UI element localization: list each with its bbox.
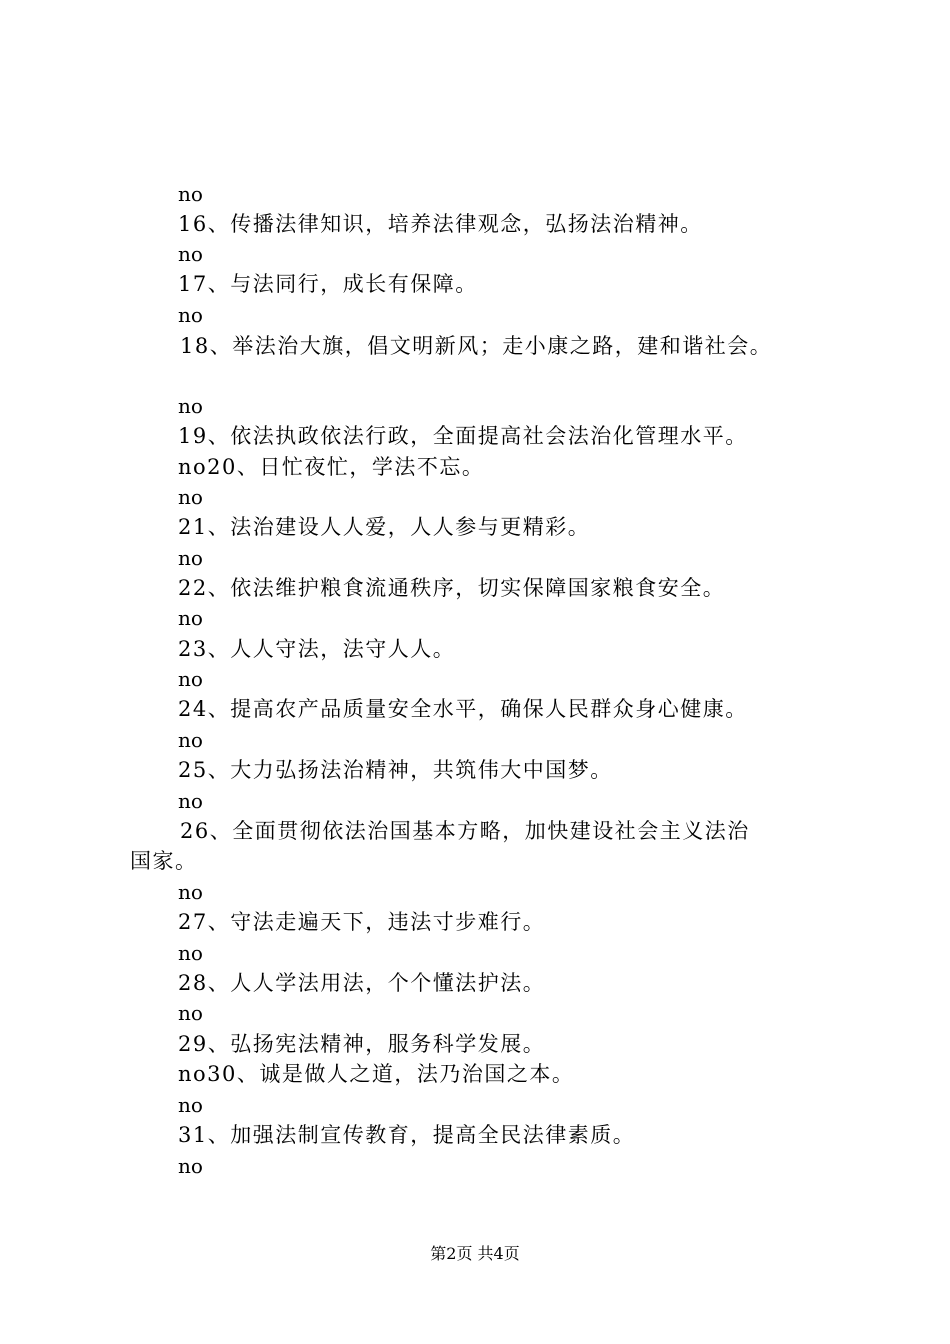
text-line: 29、弘扬宪法精神，服务科学发展。 (178, 1032, 546, 1056)
text-line: no (178, 394, 203, 418)
text-line: 17、与法同行，成长有保障。 (178, 272, 478, 296)
text-line: 24、提高农产品质量安全水平，确保人民群众身心健康。 (178, 697, 748, 721)
text-line: 28、人人学法用法，个个懂法护法。 (178, 971, 546, 995)
text-line: 21、法治建设人人爱，人人参与更精彩。 (178, 515, 591, 539)
text-line: no (178, 606, 203, 630)
text-line: 18、举法治大旗，倡文明新风；走小康之路，建和谐社会。 (180, 334, 773, 358)
text-line: no (178, 667, 203, 691)
text-line: no (178, 1001, 203, 1025)
text-line: 19、依法执政依法行政，全面提高社会法治化管理水平。 (178, 424, 748, 448)
text-line: 22、依法维护粮食流通秩序，切实保障国家粮食安全。 (178, 576, 726, 600)
text-line: 16、传播法律知识，培养法律观念，弘扬法治精神。 (178, 212, 703, 236)
text-line: 25、大力弘扬法治精神，共筑伟大中国梦。 (178, 758, 613, 782)
text-line: no (178, 182, 203, 206)
text-line: no20、日忙夜忙，学法不忘。 (178, 455, 485, 479)
text-line: 23、人人守法，法守人人。 (178, 637, 456, 661)
text-line: 27、守法走遍天下，违法寸步难行。 (178, 910, 546, 934)
text-line: no (178, 485, 203, 509)
text-line: no (178, 546, 203, 570)
text-line: no (178, 728, 203, 752)
page-footer: 第2页 共4页 (430, 1244, 520, 1263)
text-line: 26、全面贯彻依法治国基本方略，加快建设社会主义法治 (180, 819, 750, 843)
text-line: no (178, 880, 203, 904)
text-line: no (178, 941, 203, 965)
text-line: no30、诚是做人之道，法乃治国之本。 (178, 1062, 575, 1086)
text-line: 31、加强法制宣传教育，提高全民法律素质。 (178, 1123, 636, 1147)
text-line: 国家。 (130, 849, 198, 873)
text-line: no (178, 303, 203, 327)
text-line: no (178, 242, 203, 266)
text-line: no (178, 1154, 203, 1178)
text-line: no (178, 789, 203, 813)
text-line: no (178, 1093, 203, 1117)
